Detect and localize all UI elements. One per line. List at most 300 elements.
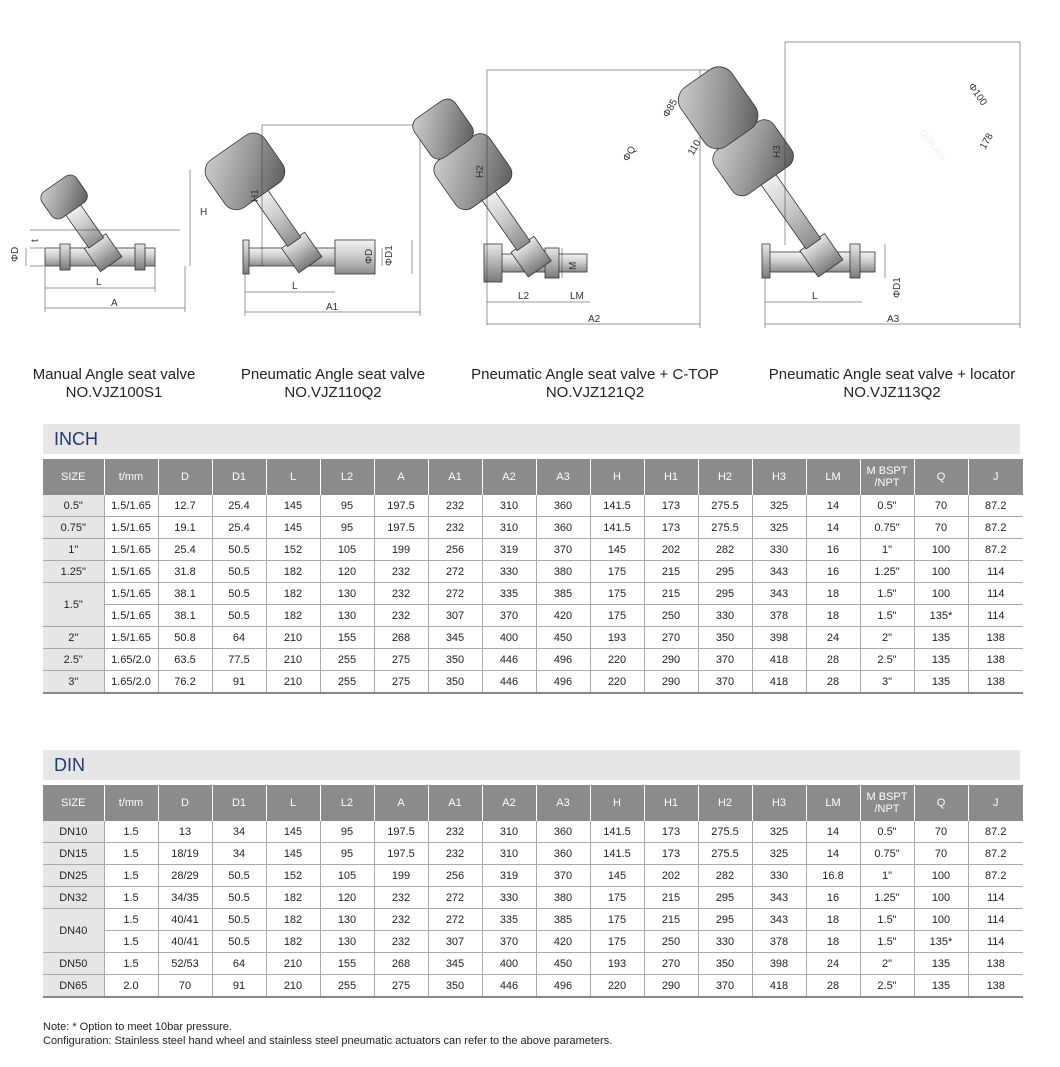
f3-label-len: 110 xyxy=(686,138,704,158)
table-cell: 210 xyxy=(266,975,320,998)
table-cell: 175 xyxy=(590,561,644,583)
col-header: Q xyxy=(914,459,968,495)
table-cell: 2.5" xyxy=(860,649,914,671)
table-row xyxy=(43,821,1023,843)
size-cell: DN10 xyxy=(43,821,104,843)
table-cell: 1.5/1.65 xyxy=(104,539,158,561)
table-cell: 14 xyxy=(806,843,860,865)
inch-section-title: INCH xyxy=(54,429,98,449)
table-cell: 31.8 xyxy=(158,561,212,583)
f1-label-H: H xyxy=(200,207,208,218)
table-cell: 1.5/1.65 xyxy=(104,561,158,583)
col-header: A3 xyxy=(536,459,590,495)
table-cell: 18/19 xyxy=(158,843,212,865)
table-cell: 135 xyxy=(914,975,968,998)
table-cell: 114 xyxy=(968,887,1023,909)
table-cell: 50.5 xyxy=(212,539,266,561)
table-cell: 1.25" xyxy=(860,561,914,583)
table-cell: 34 xyxy=(212,843,266,865)
col-header: LM xyxy=(806,459,860,495)
table-cell: 360 xyxy=(536,517,590,539)
table-cell: 100 xyxy=(914,583,968,605)
table-cell: 330 xyxy=(482,887,536,909)
table-cell: 2.0 xyxy=(104,975,158,998)
f1-label-D: ΦD xyxy=(10,246,21,262)
f4-label-len: 178 xyxy=(978,131,996,152)
table-cell: 400 xyxy=(482,627,536,649)
table-cell: 70 xyxy=(914,821,968,843)
table-cell: 1.5/1.65 xyxy=(104,495,158,517)
col-header: H1 xyxy=(644,785,698,821)
table-cell: 310 xyxy=(482,517,536,539)
f4-stem xyxy=(759,171,821,248)
table-cell: 446 xyxy=(482,649,536,671)
table-cell: 272 xyxy=(428,583,482,605)
table-row xyxy=(43,931,1023,953)
table-cell: 77.5 xyxy=(212,649,266,671)
table-cell: 197.5 xyxy=(374,517,428,539)
table-cell: 255 xyxy=(320,671,374,694)
caption-1-model: NO.VJZ100S1 xyxy=(65,384,163,401)
table-cell: 1.5" xyxy=(860,605,914,627)
table-cell: 63.5 xyxy=(158,649,212,671)
table-cell: 335 xyxy=(482,583,536,605)
col-header: H3 xyxy=(752,459,806,495)
table-cell: 145 xyxy=(266,517,320,539)
table-cell: 175 xyxy=(590,605,644,627)
table-cell: 91 xyxy=(212,975,266,998)
table-cell: 145 xyxy=(590,865,644,887)
table-cell: 350 xyxy=(428,975,482,998)
table-cell: 255 xyxy=(320,975,374,998)
table-cell: 0.75" xyxy=(860,843,914,865)
table-cell: 193 xyxy=(590,627,644,649)
col-header: L2 xyxy=(320,459,374,495)
table-cell: 256 xyxy=(428,865,482,887)
table-cell: 275 xyxy=(374,671,428,694)
table-cell: 295 xyxy=(698,583,752,605)
table-cell: 398 xyxy=(752,627,806,649)
table-row xyxy=(43,495,1023,517)
table-cell: 1.5" xyxy=(860,909,914,931)
f3-label-J: Φ85 xyxy=(661,97,681,120)
table-cell: 232 xyxy=(374,583,428,605)
size-cell: 2" xyxy=(43,627,104,649)
table-cell: 275.5 xyxy=(698,843,752,865)
table-cell: 330 xyxy=(482,561,536,583)
table-cell: 272 xyxy=(428,887,482,909)
table-cell: 420 xyxy=(536,931,590,953)
size-cell: DN15 xyxy=(43,843,104,865)
table-cell: 175 xyxy=(590,931,644,953)
col-header: D xyxy=(158,459,212,495)
table-cell: 255 xyxy=(320,649,374,671)
table-cell: 272 xyxy=(428,909,482,931)
table-row xyxy=(43,627,1023,649)
table-cell: 130 xyxy=(320,605,374,627)
table-cell: 120 xyxy=(320,561,374,583)
table-cell: 232 xyxy=(374,887,428,909)
note-line-2: Configuration: Stainless steel hand wheel and stainless steel pneumatic actuators can refer to the above parameters. xyxy=(43,1035,613,1047)
table-cell: 114 xyxy=(968,561,1023,583)
table-cell: 14 xyxy=(806,821,860,843)
table-cell: 28/29 xyxy=(158,865,212,887)
f4-label-H3: H3 xyxy=(772,145,783,158)
caption-figure-2 xyxy=(208,366,458,402)
table-cell: 197.5 xyxy=(374,495,428,517)
col-header: A3 xyxy=(536,785,590,821)
table-cell: 1.5" xyxy=(860,583,914,605)
table-cell: 95 xyxy=(320,821,374,843)
table-cell: 173 xyxy=(644,843,698,865)
col-header: LM xyxy=(806,785,860,821)
table-cell: 182 xyxy=(266,931,320,953)
table-cell: 50.5 xyxy=(212,583,266,605)
table-cell: 145 xyxy=(266,843,320,865)
size-cell: 2.5" xyxy=(43,649,104,671)
table-cell: 282 xyxy=(698,539,752,561)
table-cell: 0.5" xyxy=(860,821,914,843)
table-cell: 496 xyxy=(536,975,590,998)
table-cell: 50.5 xyxy=(212,931,266,953)
f2-label-H1: H1 xyxy=(250,189,261,202)
table-cell: 232 xyxy=(374,931,428,953)
table-cell: 145 xyxy=(590,539,644,561)
caption-2-name: Pneumatic Angle seat valve xyxy=(240,366,426,383)
table-cell: 28 xyxy=(806,649,860,671)
col-header: J xyxy=(968,785,1023,821)
table-cell: 250 xyxy=(644,605,698,627)
table-cell: 270 xyxy=(644,627,698,649)
col-header: H2 xyxy=(698,785,752,821)
table-cell: 199 xyxy=(374,865,428,887)
table-cell: 141.5 xyxy=(590,843,644,865)
f3-stem xyxy=(480,189,530,251)
table-cell: 12.7 xyxy=(158,495,212,517)
col-header: t/mm xyxy=(104,785,158,821)
table-cell: 275.5 xyxy=(698,821,752,843)
table-cell: 385 xyxy=(536,909,590,931)
table-row xyxy=(43,887,1023,909)
table-cell: 197.5 xyxy=(374,821,428,843)
f1-label-L: L xyxy=(96,277,102,288)
table-cell: 28 xyxy=(806,975,860,998)
col-header: J xyxy=(968,459,1023,495)
table-cell: 13 xyxy=(158,821,212,843)
table-cell: 50.5 xyxy=(212,887,266,909)
table-cell: 173 xyxy=(644,517,698,539)
table-cell: 232 xyxy=(374,605,428,627)
table-cell: 2" xyxy=(860,953,914,975)
table-cell: 418 xyxy=(752,975,806,998)
table-cell: 182 xyxy=(266,605,320,627)
table-cell: 152 xyxy=(266,865,320,887)
table-cell: 135 xyxy=(914,649,968,671)
f2-label-L: L xyxy=(292,281,298,292)
table-cell: 250 xyxy=(644,931,698,953)
f1-label-t: t xyxy=(30,239,41,242)
table-cell: 87.2 xyxy=(968,865,1023,887)
figure-2-pneumatic-valve xyxy=(200,125,420,316)
table-cell: 1" xyxy=(860,539,914,561)
table-cell: 496 xyxy=(536,649,590,671)
table-cell: 325 xyxy=(752,821,806,843)
table-cell: 135 xyxy=(914,953,968,975)
table-cell: 64 xyxy=(212,953,266,975)
col-header: M BSPT /NPT xyxy=(860,785,914,821)
f3-label-M: M xyxy=(568,261,579,270)
table-cell: 87.2 xyxy=(968,495,1023,517)
table-cell: 370 xyxy=(698,649,752,671)
table-cell: 138 xyxy=(968,649,1023,671)
table-cell: 343 xyxy=(752,583,806,605)
table-cell: 3" xyxy=(860,671,914,694)
table-cell: 24 xyxy=(806,953,860,975)
table-cell: 275 xyxy=(374,649,428,671)
table-cell: 105 xyxy=(320,865,374,887)
table-cell: 370 xyxy=(536,539,590,561)
table-cell: 120 xyxy=(320,887,374,909)
table-cell: 114 xyxy=(968,931,1023,953)
table-cell: 19.1 xyxy=(158,517,212,539)
table-cell: 38.1 xyxy=(158,583,212,605)
table-cell: 145 xyxy=(266,495,320,517)
col-header: L xyxy=(266,785,320,821)
table-cell: 232 xyxy=(428,843,482,865)
table-cell: 1.5 xyxy=(104,843,158,865)
f2-label-A1: A1 xyxy=(326,302,339,313)
table-cell: 360 xyxy=(536,495,590,517)
din-header-row xyxy=(43,785,1023,821)
f3-label-LM: LM xyxy=(570,291,584,302)
table-cell: 215 xyxy=(644,909,698,931)
table-cell: 50.8 xyxy=(158,627,212,649)
table-cell: 370 xyxy=(698,671,752,694)
table-cell: 138 xyxy=(968,627,1023,649)
table-cell: 130 xyxy=(320,583,374,605)
table-cell: 100 xyxy=(914,865,968,887)
table-cell: 295 xyxy=(698,909,752,931)
f1-label-A: A xyxy=(111,298,118,309)
col-header: SIZE xyxy=(43,459,104,495)
table-cell: 25.4 xyxy=(212,495,266,517)
table-cell: 130 xyxy=(320,931,374,953)
col-header: A1 xyxy=(428,785,482,821)
size-cell: DN50 xyxy=(43,953,104,975)
table-cell: 141.5 xyxy=(590,517,644,539)
col-header: H xyxy=(590,459,644,495)
table-cell: 232 xyxy=(374,909,428,931)
table-cell: 1.5 xyxy=(104,865,158,887)
caption-figure-1 xyxy=(0,366,239,402)
table-cell: 307 xyxy=(428,605,482,627)
table-cell: 1.5 xyxy=(104,821,158,843)
caption-3-model: NO.VJZ121Q2 xyxy=(545,384,645,401)
table-cell: 38.1 xyxy=(158,605,212,627)
table-cell: 0.5" xyxy=(860,495,914,517)
table-cell: 325 xyxy=(752,843,806,865)
table-cell: 1.5" xyxy=(860,931,914,953)
table-row xyxy=(43,953,1023,975)
technical-drawings xyxy=(0,30,1060,350)
col-header: L2 xyxy=(320,785,374,821)
table-cell: 70 xyxy=(914,843,968,865)
f3-label-Q: ΦQ xyxy=(621,144,639,164)
table-cell: 64 xyxy=(212,627,266,649)
table-cell: 100 xyxy=(914,909,968,931)
table-cell: 310 xyxy=(482,495,536,517)
table-cell: 145 xyxy=(266,821,320,843)
table-row xyxy=(43,583,1023,605)
table-cell: 496 xyxy=(536,671,590,694)
table-cell: 215 xyxy=(644,561,698,583)
caption-4-model: NO.VJZ113Q2 xyxy=(843,384,941,401)
table-cell: 14 xyxy=(806,517,860,539)
table-row xyxy=(43,539,1023,561)
table-cell: 360 xyxy=(536,843,590,865)
table-row xyxy=(43,649,1023,671)
table-cell: 175 xyxy=(590,887,644,909)
caption-figure-4 xyxy=(767,366,1017,402)
table-cell: 380 xyxy=(536,561,590,583)
f4-label-A3: A3 xyxy=(887,314,900,325)
table-cell: 100 xyxy=(914,887,968,909)
table-cell: 450 xyxy=(536,627,590,649)
table-cell: 141.5 xyxy=(590,821,644,843)
col-header: D xyxy=(158,785,212,821)
din-section-title: DIN xyxy=(54,755,85,775)
table-cell: 290 xyxy=(644,975,698,998)
f4-label-D1: ΦD1 xyxy=(892,277,903,298)
table-cell: 290 xyxy=(644,671,698,694)
table-cell: 1.5/1.65 xyxy=(104,517,158,539)
table-cell: 275.5 xyxy=(698,495,752,517)
table-cell: 420 xyxy=(536,605,590,627)
table-cell: 210 xyxy=(266,953,320,975)
table-cell: 175 xyxy=(590,909,644,931)
table-cell: 268 xyxy=(374,627,428,649)
table-cell: 50.5 xyxy=(212,605,266,627)
table-cell: 220 xyxy=(590,671,644,694)
table-cell: 343 xyxy=(752,887,806,909)
f3-label-H2: H2 xyxy=(475,165,486,178)
col-header: H2 xyxy=(698,459,752,495)
table-cell: 18 xyxy=(806,931,860,953)
table-cell: 370 xyxy=(698,975,752,998)
table-cell: 378 xyxy=(752,931,806,953)
notes xyxy=(43,1020,612,1048)
caption-4-name: Pneumatic Angle seat valve + locator xyxy=(768,366,1016,383)
caption-1-name: Manual Angle seat valve xyxy=(32,366,196,383)
table-cell: 319 xyxy=(482,539,536,561)
table-cell: 418 xyxy=(752,671,806,694)
table-cell: 268 xyxy=(374,953,428,975)
table-cell: 232 xyxy=(374,561,428,583)
table-cell: 325 xyxy=(752,517,806,539)
note-line-1: Note: * Option to meet 10bar pressure. xyxy=(43,1021,232,1033)
table-cell: 100 xyxy=(914,539,968,561)
table-cell: 40/41 xyxy=(158,931,212,953)
table-cell: 378 xyxy=(752,605,806,627)
caption-figure-3 xyxy=(470,366,720,402)
table-cell: 1.65/2.0 xyxy=(104,649,158,671)
table-cell: 220 xyxy=(590,975,644,998)
table-cell: 76.2 xyxy=(158,671,212,694)
table-cell: 16 xyxy=(806,539,860,561)
table-cell: 199 xyxy=(374,539,428,561)
table-cell: 319 xyxy=(482,865,536,887)
table-cell: 18 xyxy=(806,605,860,627)
valve-drawings-svg xyxy=(0,30,1060,350)
table-cell: 28 xyxy=(806,671,860,694)
table-cell: 345 xyxy=(428,627,482,649)
table-cell: 197.5 xyxy=(374,843,428,865)
table-cell: 87.2 xyxy=(968,843,1023,865)
size-cell: 3" xyxy=(43,671,104,694)
inch-section-header xyxy=(43,424,1020,454)
table-row xyxy=(43,865,1023,887)
table-cell: 295 xyxy=(698,561,752,583)
table-cell: 114 xyxy=(968,909,1023,931)
size-cell: 1" xyxy=(43,539,104,561)
table-cell: 330 xyxy=(752,539,806,561)
table-cell: 330 xyxy=(698,605,752,627)
table-cell: 310 xyxy=(482,843,536,865)
table-cell: 232 xyxy=(428,495,482,517)
table-cell: 34 xyxy=(212,821,266,843)
col-header: L xyxy=(266,459,320,495)
table-cell: 173 xyxy=(644,821,698,843)
table-cell: 1.5 xyxy=(104,909,158,931)
table-cell: 1.5/1.65 xyxy=(104,583,158,605)
table-cell: 2.5" xyxy=(860,975,914,998)
table-cell: 446 xyxy=(482,975,536,998)
table-row xyxy=(43,605,1023,627)
table-cell: 275.5 xyxy=(698,517,752,539)
table-cell: 350 xyxy=(428,671,482,694)
size-cell: 0.75" xyxy=(43,517,104,539)
table-cell: 50.5 xyxy=(212,561,266,583)
col-header: t/mm xyxy=(104,459,158,495)
table-cell: 135* xyxy=(914,931,968,953)
table-cell: 446 xyxy=(482,671,536,694)
table-cell: 18 xyxy=(806,909,860,931)
table-cell: 202 xyxy=(644,865,698,887)
f2-label-D1: ΦD1 xyxy=(384,245,395,266)
table-cell: 398 xyxy=(752,953,806,975)
table-cell: 182 xyxy=(266,583,320,605)
table-cell: 16.8 xyxy=(806,865,860,887)
table-cell: 350 xyxy=(428,649,482,671)
col-header: A1 xyxy=(428,459,482,495)
table-cell: 50.5 xyxy=(212,865,266,887)
col-header: A2 xyxy=(482,459,536,495)
table-cell: 152 xyxy=(266,539,320,561)
col-header: Q xyxy=(914,785,968,821)
table-cell: 210 xyxy=(266,649,320,671)
table-cell: 290 xyxy=(644,649,698,671)
table-cell: 400 xyxy=(482,953,536,975)
size-cell: 1.25" xyxy=(43,561,104,583)
col-header: H1 xyxy=(644,459,698,495)
col-header: D1 xyxy=(212,459,266,495)
size-cell: 0.5" xyxy=(43,495,104,517)
table-row xyxy=(43,671,1023,694)
table-cell: 95 xyxy=(320,843,374,865)
col-header: A xyxy=(374,785,428,821)
table-cell: 70 xyxy=(914,495,968,517)
table-cell: 307 xyxy=(428,931,482,953)
